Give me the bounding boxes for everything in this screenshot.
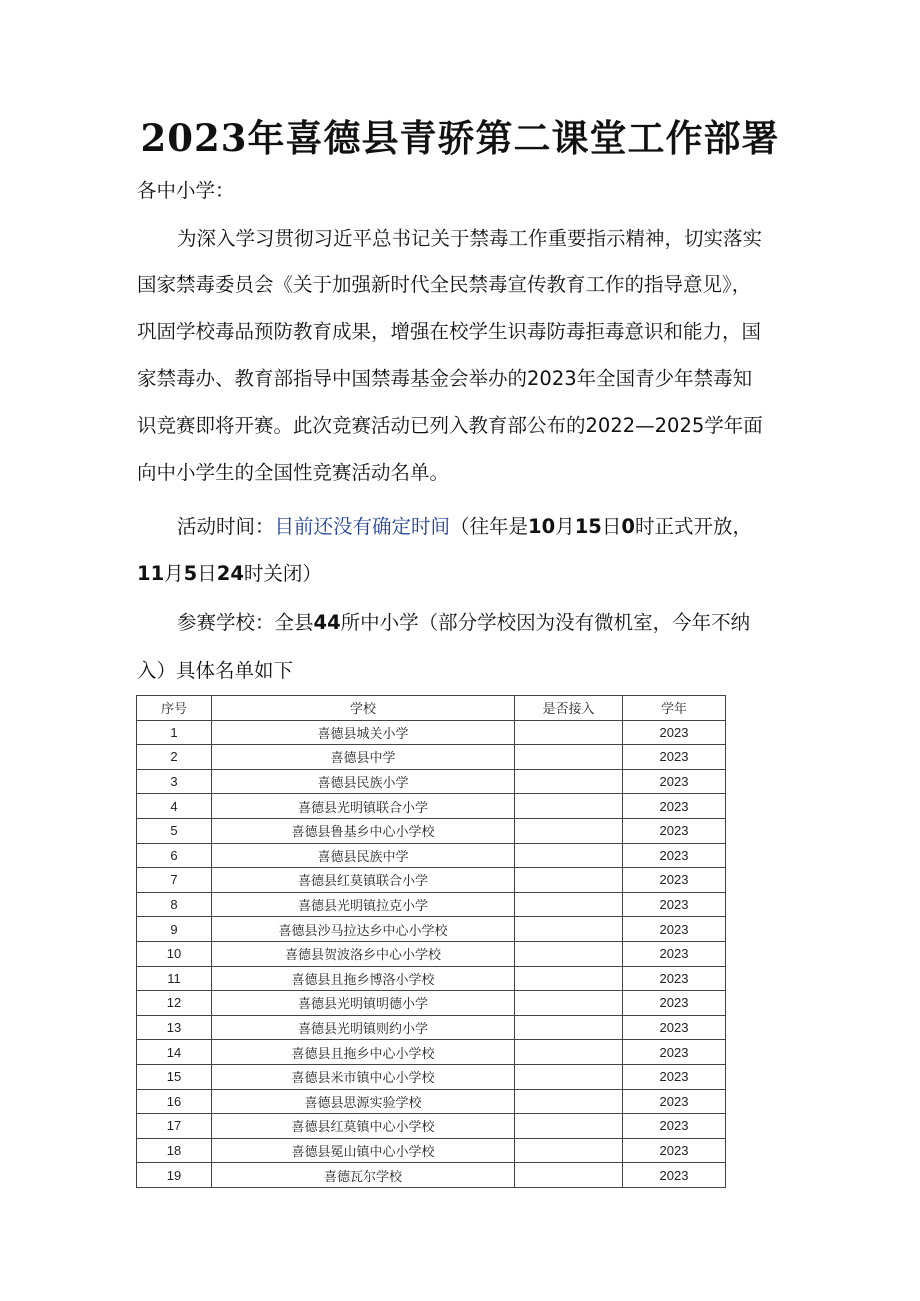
intro-line-6: 向中小学生的全国性竞赛活动名单。: [137, 461, 450, 484]
row-year: 2023: [623, 892, 726, 917]
row-joined: [515, 1064, 623, 1089]
row-joined: [515, 991, 623, 1016]
row-joined: [515, 917, 623, 942]
row-year: 2023: [623, 769, 726, 794]
row-year: 2023: [623, 941, 726, 966]
close-month: 11: [137, 562, 165, 585]
row-joined: [515, 769, 623, 794]
row-index: 2: [137, 745, 212, 770]
header-joined: 是否接入: [515, 696, 623, 721]
activity-time-line-2: [137, 561, 787, 587]
activity-time-note: 目前还没有确定时间: [274, 515, 451, 538]
intro-line-2: 国家禁毒委员会《关于加强新时代全民禁毒宣传教育工作的指导意见》，: [137, 273, 752, 296]
row-index: 11: [137, 966, 212, 991]
row-school: 喜德县红莫镇联合小学: [212, 868, 515, 893]
table-row: [137, 991, 726, 1016]
activity-time-open-paren: （往年是: [450, 515, 529, 538]
row-school: 喜德县民族小学: [212, 769, 515, 794]
close-day: 5: [183, 562, 198, 585]
intro-line-1: 为深入学习贯彻习近平总书记关于禁毒工作重要指示精神，切实落实: [177, 227, 763, 250]
row-joined: [515, 892, 623, 917]
row-index: 5: [137, 818, 212, 843]
participants-line-1: [177, 610, 827, 636]
row-school: 喜德县光明镇拉克小学: [212, 892, 515, 917]
row-index: 4: [137, 794, 212, 819]
activity-time-line1-tail: 时正式开放，: [634, 515, 752, 538]
row-year: 2023: [623, 720, 726, 745]
row-joined: [515, 966, 623, 991]
open-month-unit: 月: [555, 515, 575, 538]
header-index: 序号: [137, 696, 212, 721]
row-school: 喜德县贺波洛乡中心小学校: [212, 941, 515, 966]
table-row: [137, 1064, 726, 1089]
row-joined: [515, 1163, 623, 1188]
row-year: 2023: [623, 917, 726, 942]
row-year: 2023: [623, 1163, 726, 1188]
row-year: 2023: [623, 818, 726, 843]
salutation: 各中小学：: [137, 179, 235, 202]
intro-line-3: 巩固学校毒品预防教育成果，增强在校学生识毒防毒拒毒意识和能力，国: [137, 320, 762, 343]
intro-line-5: 识竞赛即将开赛。此次竞赛活动已列入教育部公布的2022—2025学年面: [137, 414, 763, 437]
table-row: [137, 1089, 726, 1114]
activity-time-label: 活动时间：: [177, 515, 275, 538]
row-index: 16: [137, 1089, 212, 1114]
row-joined: [515, 794, 623, 819]
row-joined: [515, 720, 623, 745]
row-joined: [515, 1040, 623, 1065]
row-school: 喜德县中学: [212, 745, 515, 770]
row-school: 喜德县沙马拉达乡中心小学校: [212, 917, 515, 942]
row-school: 喜德县米市镇中心小学校: [212, 1064, 515, 1089]
row-index: 9: [137, 917, 212, 942]
row-school: 喜德县且拖乡中心小学校: [212, 1040, 515, 1065]
row-school: 喜德县城关小学: [212, 720, 515, 745]
table-row: [137, 720, 726, 745]
row-index: 10: [137, 941, 212, 966]
participants-label: 参赛学校：全县: [177, 611, 314, 634]
row-index: 7: [137, 868, 212, 893]
table-row: [137, 917, 726, 942]
row-year: 2023: [623, 966, 726, 991]
table-row: [137, 1040, 726, 1065]
row-year: 2023: [623, 1064, 726, 1089]
row-index: 6: [137, 843, 212, 868]
row-joined: [515, 1015, 623, 1040]
table-header-row: [137, 696, 726, 721]
table-row: [137, 868, 726, 893]
table-row: [137, 892, 726, 917]
participants-count: 44: [313, 611, 341, 634]
table-row: [137, 966, 726, 991]
open-month: 10: [528, 515, 556, 538]
open-day-unit: 日: [601, 515, 622, 538]
row-year: 2023: [623, 794, 726, 819]
document-title: 2023年喜德县青骄第二课堂工作部署: [140, 116, 780, 160]
row-school: 喜德瓦尔学校: [212, 1163, 515, 1188]
school-list-table: [136, 695, 726, 1188]
close-day-unit: 日: [197, 562, 217, 585]
row-index: 18: [137, 1138, 212, 1163]
row-school: 喜德县冕山镇中心小学校: [212, 1138, 515, 1163]
row-school: 喜德县且拖乡博洛小学校: [212, 966, 515, 991]
row-joined: [515, 941, 623, 966]
activity-time-line2-tail: 时关闭）: [243, 562, 322, 585]
table-row: [137, 843, 726, 868]
row-school: 喜德县光明镇联合小学: [212, 794, 515, 819]
row-school: 喜德县思源实验学校: [212, 1089, 515, 1114]
row-index: 14: [137, 1040, 212, 1065]
table-row: [137, 745, 726, 770]
table-row: [137, 794, 726, 819]
table-row: [137, 941, 726, 966]
row-school: 喜德县光明镇明德小学: [212, 991, 515, 1016]
participants-line1-tail: 所中小学（部分学校因为没有微机室，今年不纳: [340, 611, 751, 634]
table-row: [137, 1015, 726, 1040]
row-joined: [515, 868, 623, 893]
intro-line-4: 家禁毒办、教育部指导中国禁毒基金会举办的2023年全国青少年禁毒知: [137, 367, 753, 390]
row-joined: [515, 1114, 623, 1139]
row-year: 2023: [623, 868, 726, 893]
row-year: 2023: [623, 1114, 726, 1139]
table-row: [137, 769, 726, 794]
row-year: 2023: [623, 1138, 726, 1163]
row-year: 2023: [623, 1089, 726, 1114]
row-year: 2023: [623, 745, 726, 770]
participants-line-2: 入）具体名单如下: [137, 659, 294, 682]
open-day: 15: [574, 515, 602, 538]
open-hour: 0: [621, 515, 635, 538]
table-row: [137, 1138, 726, 1163]
close-hour: 24: [216, 562, 244, 585]
activity-time-line-1: [177, 514, 827, 540]
row-index: 15: [137, 1064, 212, 1089]
table-row: [137, 818, 726, 843]
row-index: 3: [137, 769, 212, 794]
row-joined: [515, 818, 623, 843]
table-row: [137, 1114, 726, 1139]
row-joined: [515, 745, 623, 770]
row-index: 12: [137, 991, 212, 1016]
row-index: 1: [137, 720, 212, 745]
row-school: 喜德县红莫镇中心小学校: [212, 1114, 515, 1139]
row-joined: [515, 843, 623, 868]
row-index: 13: [137, 1015, 212, 1040]
row-year: 2023: [623, 991, 726, 1016]
row-joined: [515, 1138, 623, 1163]
row-year: 2023: [623, 843, 726, 868]
row-index: 17: [137, 1114, 212, 1139]
row-school: 喜德县鲁基乡中心小学校: [212, 818, 515, 843]
header-year: 学年: [623, 696, 726, 721]
row-year: 2023: [623, 1015, 726, 1040]
row-school: 喜德县光明镇则约小学: [212, 1015, 515, 1040]
close-month-unit: 月: [164, 562, 184, 585]
row-joined: [515, 1089, 623, 1114]
row-index: 19: [137, 1163, 212, 1188]
table-row: [137, 1163, 726, 1188]
header-school: 学校: [212, 696, 515, 721]
row-school: 喜德县民族中学: [212, 843, 515, 868]
row-index: 8: [137, 892, 212, 917]
row-year: 2023: [623, 1040, 726, 1065]
